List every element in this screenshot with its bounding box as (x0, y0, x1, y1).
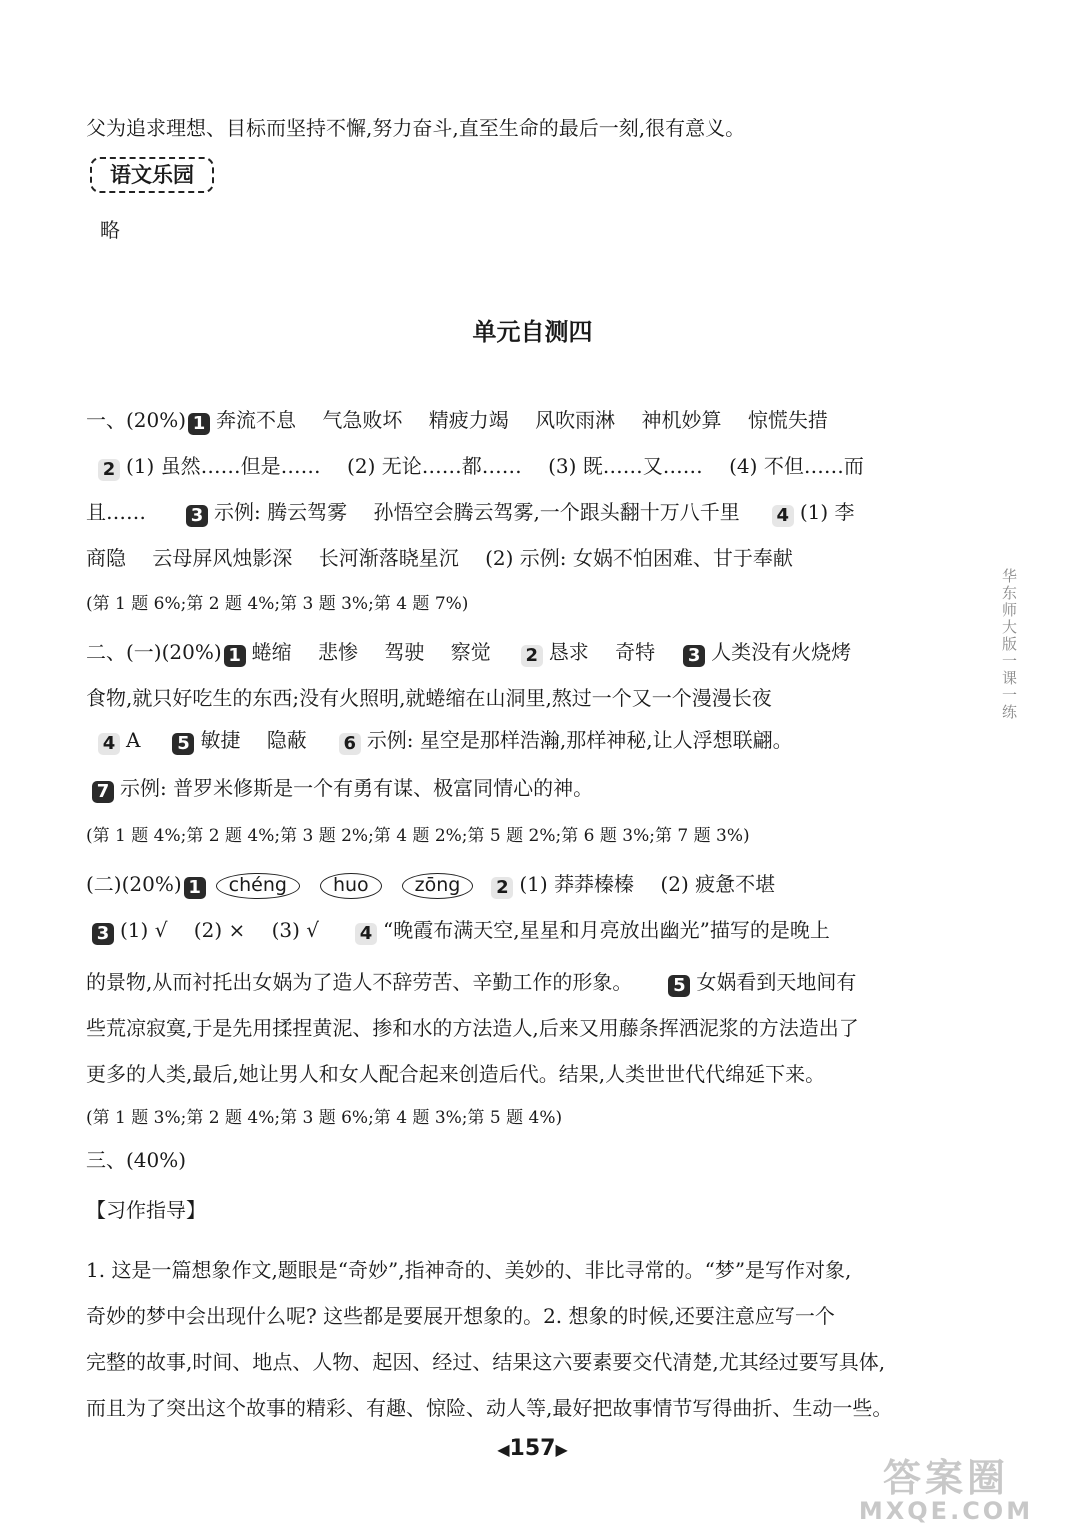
guide-paragraph-line1: 1. 这是一篇想象作文,题眼是“奇妙”,指神奇的、美妙的、非比寻常的。“梦”是写作对象, (86, 1258, 852, 1282)
question-number-badge: 2 (98, 459, 120, 481)
side-book-title: 华东师大版一课一练 (1000, 568, 1018, 721)
part1-score: (第 1 题 6%;第 2 题 4%;第 3 题 3%;第 4 题 7%) (86, 594, 469, 614)
right-triangle-icon: ▶ (555, 1440, 568, 1459)
watermark-logo (841, 1458, 1051, 1528)
answer-text: 女娲看到天地间有 (696, 970, 857, 994)
answer-text: A (126, 728, 141, 752)
question-number-badge: 2 (491, 877, 513, 899)
part2b-line1 (86, 870, 775, 899)
question-number-badge: 1 (224, 645, 246, 667)
question-number-badge: 3 (92, 923, 114, 945)
part2b-line5: 更多的人类,最后,她让男人和女人配合起来创造后代。结果,人类世世代代绵延下来。 (86, 1062, 826, 1086)
part1-line3 (86, 498, 855, 527)
left-triangle-icon: ◀ (497, 1440, 510, 1459)
watermark-line2: MXQE.COM (858, 1497, 1034, 1525)
part2b-score: (第 1 题 3%;第 2 题 4%;第 3 题 6%;第 4 题 3%;第 5 题 4%) (86, 1108, 563, 1128)
question-number-badge: 2 (521, 645, 543, 667)
pinyin-circle: chéng (216, 873, 300, 899)
question-number-badge: 5 (172, 733, 194, 755)
section-heading-box: 语文乐园 (90, 157, 214, 193)
part2b-line4: 些荒凉寂寞,于是先用揉捏黄泥、掺和水的方法造人,后来又用藤条挥洒泥浆的方法造出了 (86, 1016, 859, 1040)
part2a-line4 (90, 774, 593, 803)
part2b-heading: (二)(20%) (86, 872, 182, 896)
pinyin-circle: huo (320, 873, 382, 899)
guide-paragraph-line4: 而且为了突出这个故事的精彩、有趣、惊险、动人等,最好把故事情节写得曲折、生动一些。 (86, 1396, 893, 1420)
question-number-badge: 3 (683, 645, 705, 667)
answer-text: 人类没有火烧烤 (711, 640, 852, 664)
watermark-line1: 答案圈 (882, 1456, 1009, 1500)
answer-text: 恳求 奇特 (548, 640, 656, 664)
answer-text: 奔流不息 气急败坏 精疲力竭 风吹雨淋 神机妙算 惊慌失措 (216, 408, 828, 432)
omitted-note: 略 (100, 218, 120, 242)
part2b-line2 (90, 916, 830, 945)
answer-text: (1) 莽莽榛榛 (2) 疲惫不堪 (519, 872, 776, 896)
answer-text: 示例: 星空是那样浩瀚,那样神秘,让人浮想联翩。 (366, 728, 793, 752)
answer-text: (1) 李 (799, 500, 855, 524)
part2a-score: (第 1 题 4%;第 2 题 4%;第 3 题 2%;第 4 题 2%;第 5 题 2%;第 6 题 3%;第 7 题 3%) (86, 826, 750, 846)
answer-text: “晚霞布满天空,星星和月亮放出幽光”描写的是晚上 (383, 918, 830, 942)
answer-text: 的景物,从而衬托出女娲为了造人不辞劳苦、辛勤工作的形象。 (86, 970, 633, 994)
page-title: 单元自测四 (472, 318, 593, 346)
part1-line1 (86, 406, 828, 435)
part1-line4: 商隐 云母屏风烛影深 长河渐落晓星沉 (2) 示例: 女娲不怕困难、甘于奉献 (86, 546, 793, 570)
answer-text: 示例: 普罗米修斯是一个有勇有谋、极富同情心的神。 (120, 776, 594, 800)
question-number-badge: 4 (355, 923, 377, 945)
answer-text: 示例: 腾云驾雾 孙悟空会腾云驾雾,一个跟头翻十万八千里 (214, 500, 740, 524)
answer-text: (1) 虽然……但是…… (2) 无论……都…… (3) 既……又…… (4) 不但……而 (126, 454, 864, 478)
question-number-badge: 1 (188, 413, 210, 435)
question-number-badge: 6 (339, 733, 361, 755)
part1-heading: 一、(20%) (86, 408, 187, 432)
part3-heading: 三、(40%) (86, 1148, 187, 1172)
question-number-badge: 7 (92, 781, 114, 803)
answer-text: 敏捷 隐蔽 (200, 728, 307, 752)
part2a-heading: 二、(一)(20%) (86, 640, 222, 664)
question-number-badge: 1 (184, 877, 206, 899)
part1-line2 (96, 452, 864, 481)
answer-text: (1) √ (2) × (3) √ (120, 918, 320, 942)
continued-paragraph: 父为追求理想、目标而坚持不懈,努力奋斗,直至生命的最后一刻,很有意义。 (86, 116, 746, 140)
part2b-line3 (86, 968, 856, 997)
page-number-value: 157 (509, 1436, 556, 1461)
question-number-badge: 4 (772, 505, 794, 527)
question-number-badge: 3 (186, 505, 208, 527)
part2a-line2: 食物,就只好吃生的东西;没有火照明,就蜷缩在山洞里,熬过一个又一个漫漫长夜 (86, 686, 772, 710)
answer-text: 蜷缩 悲惨 驾驶 察觉 (251, 640, 491, 664)
question-number-badge: 4 (98, 733, 120, 755)
part2a-line1 (86, 638, 851, 667)
guide-paragraph-line3: 完整的故事,时间、地点、人物、起因、经过、结果这六要素要交代清楚,尤其经过要写具体, (86, 1350, 886, 1374)
pinyin-circle: zōng (402, 873, 474, 899)
guide-paragraph-line2: 奇妙的梦中会出现什么呢? 这些都是要展开想象的。2. 想象的时候,还要注意应写一个 (86, 1304, 835, 1328)
question-number-badge: 5 (668, 975, 690, 997)
writing-guide-heading: 【习作指导】 (86, 1198, 206, 1222)
answer-text: 且…… (86, 500, 146, 524)
part2a-line3 (96, 726, 793, 755)
